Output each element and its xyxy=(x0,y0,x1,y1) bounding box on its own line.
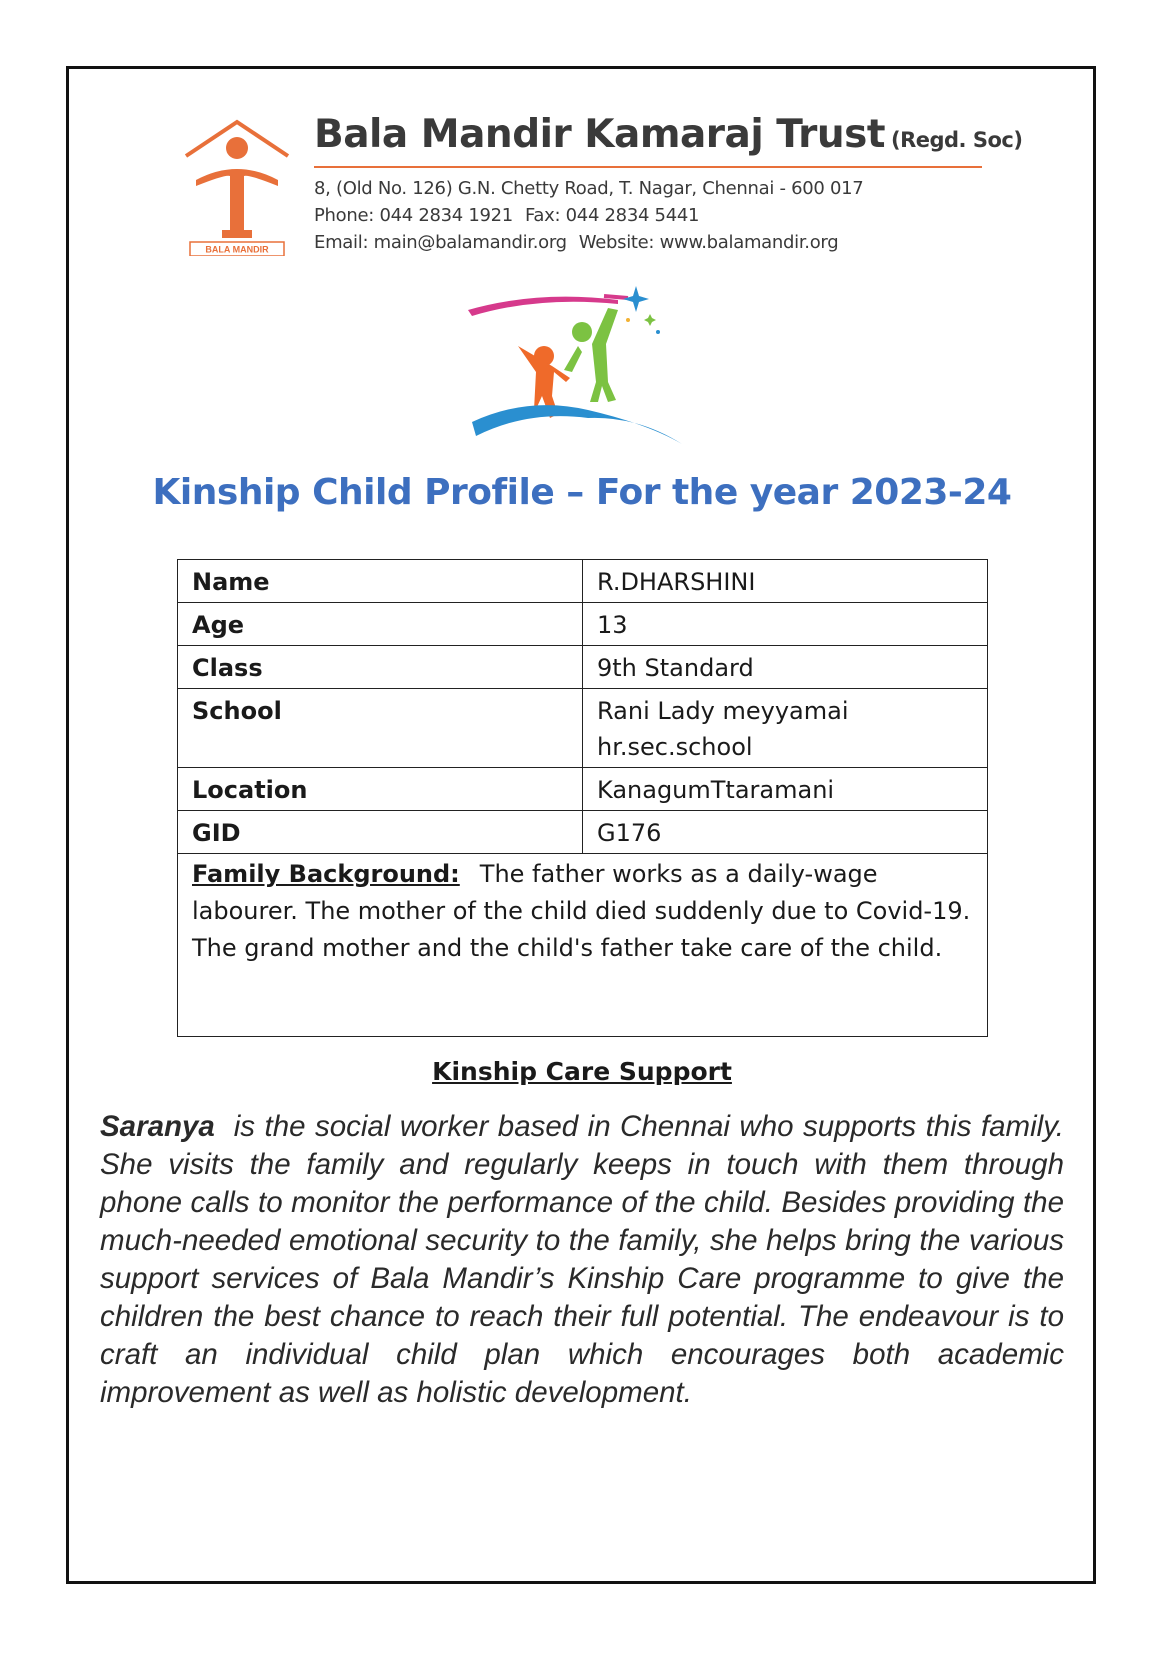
child-green-figure xyxy=(564,308,618,402)
family-background-cell xyxy=(178,854,988,1037)
row-label-gid: GID xyxy=(178,811,583,854)
document-title: Kinship Child Profile – For the year 2023-24 xyxy=(152,472,1012,513)
table-row xyxy=(178,560,988,603)
org-address: 8, (Old No. 126) G.N. Chetty Road, T. Nagar, Chennai - 600 017 xyxy=(314,178,864,199)
org-fax: Fax: 044 2834 5441 xyxy=(524,205,700,226)
logo-caption: BALA MANDIR xyxy=(205,244,269,255)
children-illustration xyxy=(468,286,692,452)
table-row xyxy=(178,646,988,689)
row-label-class: Class xyxy=(178,646,583,689)
kinship-care-support-paragraph xyxy=(100,1108,1064,1412)
org-registration: (Regd. Soc) xyxy=(890,128,1023,152)
social-worker-name: Saranya xyxy=(100,1110,215,1143)
table-row xyxy=(178,603,988,646)
org-phone: Phone: 044 2834 1921 xyxy=(314,205,513,226)
row-value-location: KanagumTtaramani xyxy=(583,768,988,811)
row-value-school: Rani Lady meyyamai hr.sec.school xyxy=(583,689,988,768)
row-value-class: 9th Standard xyxy=(583,646,988,689)
org-website: Website: www.balamandir.org xyxy=(578,232,839,253)
sparkle-icon xyxy=(623,286,660,334)
row-label-location: Location xyxy=(178,768,583,811)
row-label-name: Name xyxy=(178,560,583,603)
support-text: is the social worker based in Chennai who supports this family. She visits the family and regularly keeps in touch with them through phone calls to monitor the performance of the child. Besides providing the much-needed emotional security to the family, she helps bring the various support services of Bala Mandir’s Kinship Care programme to give the children the best chance to reach their full potential. The endeavour is to craft an individual child plan which encourages both academic improvement as well as holistic development. xyxy=(100,1110,1064,1409)
letterhead-rule xyxy=(314,166,982,168)
child-profile-table xyxy=(177,559,988,1037)
family-background-label: Family Background: xyxy=(192,860,460,888)
org-name: Bala Mandir Kamaraj Trust (Regd. Soc) xyxy=(314,112,1023,157)
row-value-gid: G176 xyxy=(583,811,988,854)
family-background-text: The father works as a daily-wage labourer. The mother of the child died suddenly due to Covid-19. The grand mother and the child's father take care of the child. xyxy=(192,860,971,962)
bala-mandir-logo xyxy=(182,118,292,256)
row-label-school: School xyxy=(178,689,583,768)
table-row xyxy=(178,768,988,811)
org-contact-phone xyxy=(314,205,699,226)
row-value-age: 13 xyxy=(583,603,988,646)
table-row xyxy=(178,689,988,768)
row-value-name: R.DHARSHINI xyxy=(583,560,988,603)
table-row xyxy=(178,811,988,854)
family-background-row xyxy=(178,854,988,1037)
org-contact-web xyxy=(314,232,838,253)
section-heading-kinship-care-support: Kinship Care Support xyxy=(432,1057,732,1086)
org-email: Email: main@balamandir.org xyxy=(314,232,567,253)
row-label-age: Age xyxy=(178,603,583,646)
